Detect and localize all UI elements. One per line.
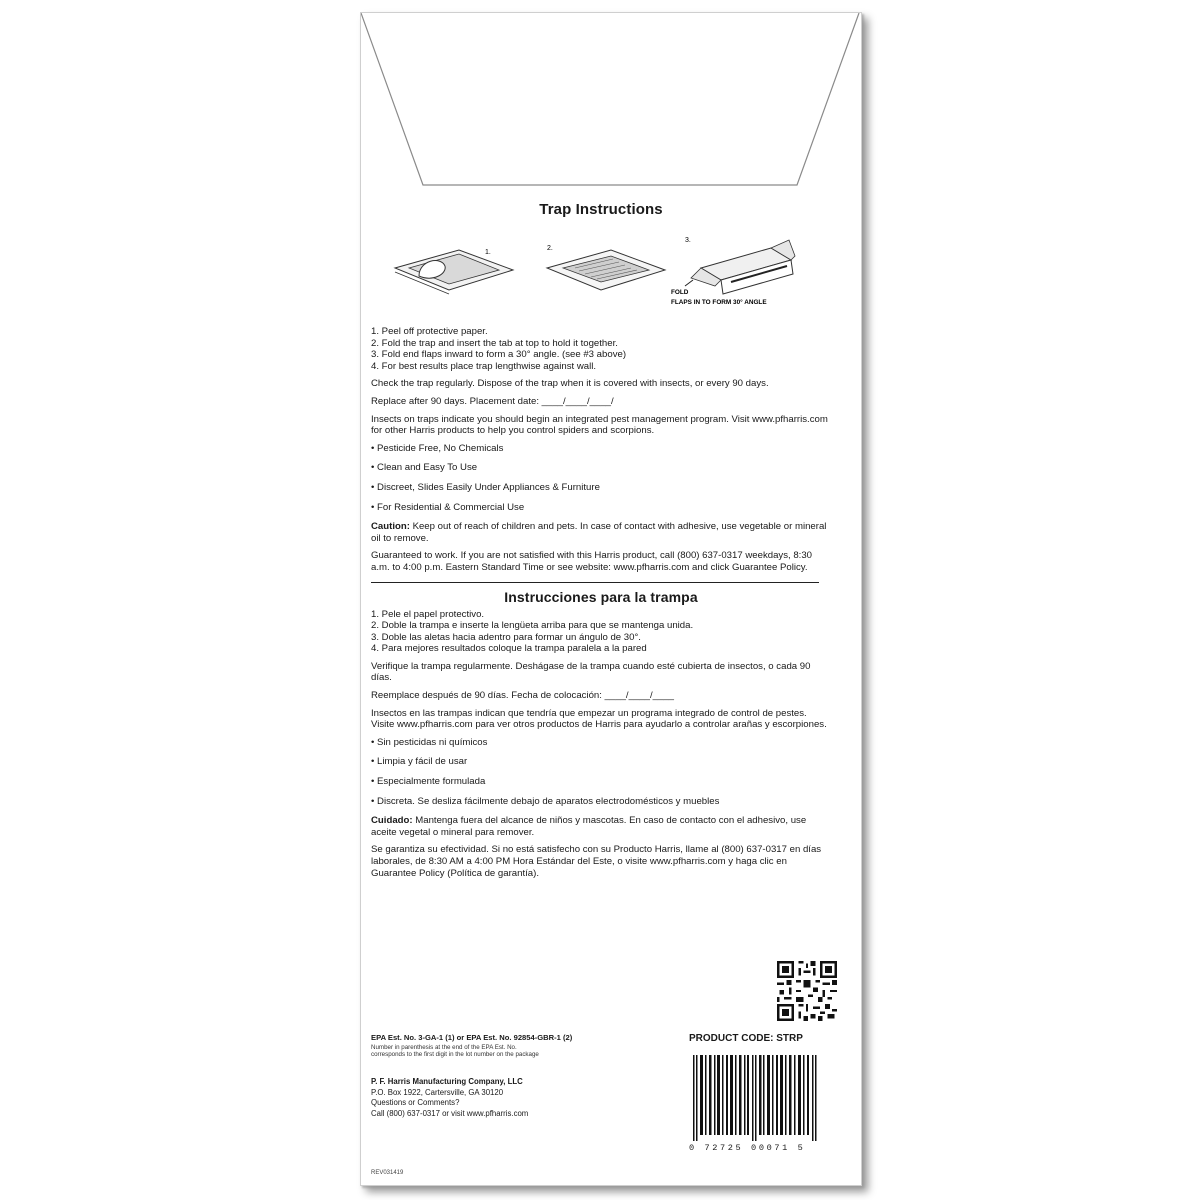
steps-english	[371, 326, 831, 372]
footer-block	[371, 1033, 851, 1183]
replace-text-english: Replace after 90 days. Placement date: ____/____/____/	[371, 395, 614, 407]
list-item: 3. Doble las aletas hacia adentro para formar un ángulo de 30°.	[371, 631, 641, 643]
revision-code: REV031419	[371, 1170, 404, 1176]
insects-text-spanish: Insectos en las trampas indican que tendría que empezar un programa integrado de control de pestes. Visite www.pfharris.com para ver otros productos de Harris para ayudarlo a controlar arañas y escorpiones.	[371, 707, 827, 731]
caution-label-english: Caution:	[371, 521, 410, 533]
step-2-number: 2.	[547, 245, 553, 252]
bullet-spanish: • Discreta. Se desliza fácilmente debajo de aparatos electrodomésticos y muebles	[371, 796, 831, 808]
section-divider	[371, 582, 819, 583]
list-item: 4. For best results place trap lengthwise against wall.	[371, 360, 597, 372]
list-item: 2. Fold the trap and insert the tab at top to hold it together.	[371, 337, 618, 349]
caution-text-spanish: Mantenga fuera del alcance de niños y mascotas. En caso de contacto con el adhesivo, use aceite vegetal o mineral para remover.	[371, 815, 807, 838]
bullet-spanish: • Sin pesticidas ni químicos	[371, 737, 831, 749]
bullet-spanish: • Especialmente formulada	[371, 776, 831, 788]
company-address: P.O. Box 1922, Cartersville, GA 30120	[371, 1087, 504, 1097]
hang-tab-flap-outline	[361, 13, 861, 193]
list-item: 3. Fold end flaps inward to form a 30° angle. (see #3 above)	[371, 349, 627, 361]
caution-english	[371, 521, 831, 544]
qr-code-icon[interactable]	[777, 961, 837, 1021]
fold-label: FOLD	[671, 289, 689, 296]
company-questions: Questions or Comments?	[371, 1098, 460, 1108]
package-back-card	[360, 12, 862, 1186]
step-3-number: 3.	[685, 237, 691, 244]
epa-number: EPA Est. No. 3-GA-1 (1) or EPA Est. No. 92854-GBR-1 (2)	[371, 1033, 573, 1042]
replace-text-spanish: Reemplace después de 90 días. Fecha de colocación: ____/____/____	[371, 690, 674, 702]
product-code: PRODUCT CODE: STRP	[689, 1033, 803, 1044]
guarantee-text-spanish: Se garantiza su efectividad. Si no está satisfecho con su Producto Harris, llame al (800) 637-0317 en días laborales, de 8:30 AM a 4:00 PM Hora Estándar del Este, o visite www.pfharris.com y haga clic en Guarantee Policy (Política de garantía).	[371, 844, 822, 879]
epa-fine-print	[371, 1044, 539, 1059]
fine-print-line: Number in parenthesis at the end of the EPA Est. No.	[371, 1044, 517, 1051]
barcode-number: 0 72725 00071 5	[689, 1143, 806, 1153]
company-contact: Call (800) 637-0317 or visit www.pfharris.com	[371, 1108, 529, 1118]
bullet-english: • For Residential & Commercial Use	[371, 502, 831, 514]
fine-print-line: corresponds to the first digit in the lot number on the package	[371, 1051, 539, 1059]
bullet-english: • Clean and Easy To Use	[371, 462, 831, 474]
insects-text-english: Insects on traps indicate you should begin an integrated pest management program. Visit www.pfharris.com for other Harris products to help you control spiders and scorpions.	[371, 413, 828, 437]
step-3-illustration	[671, 234, 821, 316]
list-item: 1. Peel off protective paper.	[371, 326, 488, 337]
caution-spanish	[371, 815, 831, 838]
company-info	[371, 1077, 528, 1119]
step-1-illustration	[389, 238, 519, 296]
list-item: 1. Pele el papel protectivo.	[371, 608, 485, 620]
bullet-english: • Pesticide Free, No Chemicals	[371, 443, 831, 455]
check-text-spanish: Verifique la trampa regularmente. Deshágase de la trampa cuando esté cubierta de insectos, o cada 90 días.	[371, 660, 811, 684]
step-1-number: 1.	[485, 249, 491, 256]
steps-spanish	[371, 609, 831, 655]
list-item: 4. Para mejores resultados coloque la trampa paralela a la pared	[371, 643, 647, 655]
list-item: 2. Doble la trampa e inserte la lengüeta arriba para que se mantenga unida.	[371, 620, 694, 632]
check-text-english: Check the trap regularly. Dispose of the trap when it is covered with insects, or every 90 days.	[371, 378, 769, 390]
step-2-illustration	[541, 238, 671, 296]
bullet-spanish: • Limpia y fácil de usar	[371, 756, 831, 768]
instructions-content	[371, 201, 831, 885]
caution-label-spanish: Cuidado:	[371, 815, 413, 827]
bullet-english: • Discreet, Slides Easily Under Appliances & Furniture	[371, 482, 831, 494]
barcode-icon	[691, 1055, 819, 1141]
flaps-label: FLAPS IN TO FORM 30° ANGLE	[671, 299, 767, 306]
guarantee-text-english: Guaranteed to work. If you are not satisfied with this Harris product, call (800) 637-0317 weekdays, 8:30 a.m. to 4:00 p.m. Eastern Standard Time or see website: www.pfharris.com and click Guarantee Policy.	[371, 550, 813, 573]
trap-diagram	[371, 228, 831, 326]
caution-text-english: Keep out of reach of children and pets. In case of contact with adhesive, use vegetable or mineral oil to remove.	[371, 521, 827, 544]
title-english: Trap Instructions	[539, 201, 663, 218]
company-name: P. F. Harris Manufacturing Company, LLC	[371, 1077, 523, 1086]
title-spanish: Instrucciones para la trampa	[504, 588, 698, 605]
